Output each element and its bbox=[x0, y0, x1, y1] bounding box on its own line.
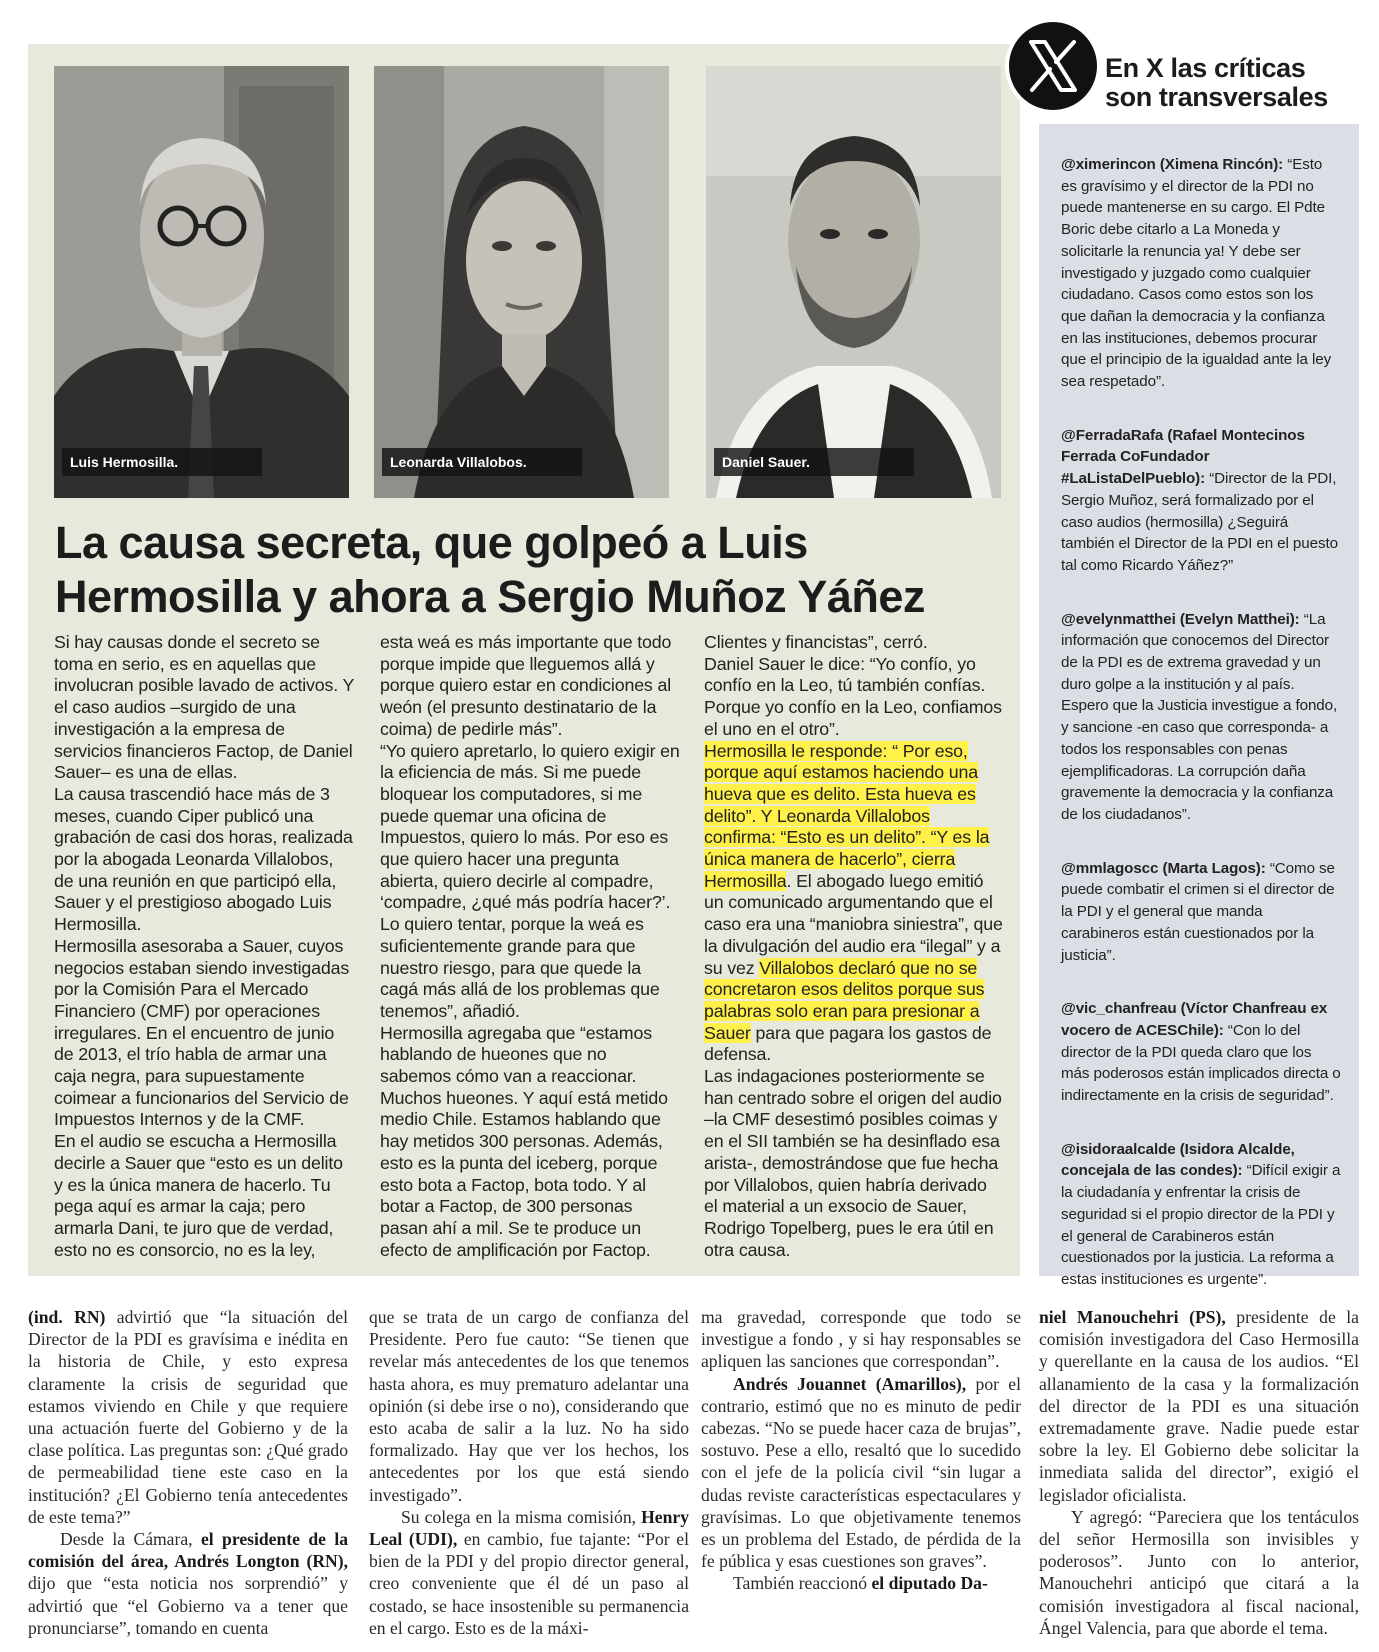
bold-name: niel Manouchehri (PS), bbox=[1039, 1307, 1226, 1327]
article-paragraph: Las indagaciones posteriormente se han centrado sobre el origen del audio –la CMF desestimó posibles coimas y en el SII también se ha desinflado esa arista-, demostrándose que fue hecha por Villalobos, quien habría derivado el material a un exsocio de Sauer, Rodrigo Topelberg, pues le era útil en otra causa. bbox=[704, 1066, 1002, 1260]
tweet-quote bbox=[1061, 609, 1341, 826]
photo-daniel-sauer bbox=[706, 66, 1001, 498]
news-paragraph bbox=[701, 1373, 1021, 1573]
news-paragraph: ma gravedad, corresponde que todo se investigue a fondo , y si hay responsables se apliquen las sanciones que correspondan”. bbox=[701, 1307, 1021, 1372]
photo-leonarda-villalobos bbox=[374, 66, 669, 498]
bold-name: el presidente de la comisión del área, Andrés Longton (RN), bbox=[28, 1529, 348, 1572]
news-paragraph: Y agregó: “Pareciera que los tentáculos del señor Hermosilla son invisibles y poderosos”. Junto con lo anterior, Manouchehri anticipó que citará a la comisión investigadora al fiscal nacional, Ángel Valencia, para que aborde el tema. bbox=[1039, 1506, 1359, 1638]
highlighted-quote: Hermosilla le responde: “ Por eso, porque aquí estamos haciendo una hueva que es delito. Esta hueva es delito”. Y Leonarda Villalobos confirma: “Esto es un delito”. “Y es la única manera de hacerlo”, cierra Hermosilla bbox=[704, 740, 990, 891]
article-paragraph: “Yo quiero apretarlo, lo quiero exigir en la eficiencia de más. Si me puede bloquear los computadores, si me puede quemar una oficina de Impuestos, quiero lo más. Por eso es que quiero hacer una pregunta abierta, quiero decirle al compadre, ‘compadre, ¿qué más podría hacer?’. Lo quiero tentar, porque la weá es suficientemente grande para que nuestro riesgo, para que quede la cagá más allá de los problemas que tenemos”, añadió. bbox=[380, 740, 680, 1021]
paragraph-text: . El abogado luego emitió un comunicado argumentando que el caso era una “maniobra siniestra”, que la divulgación del audio era “ilegal” y a su vez bbox=[704, 870, 1003, 978]
news-paragraph: que se trata de un cargo de confianza del Presidente. Pero fue cauto: “Se tienen que revelar más antecedentes de los que tenemos hasta ahora, es muy prematuro adelantar una opinión (si debe irse o no), considerando que esto acaba de salir a la luz. No ha sido formalizado. Hay que ver los hechos, los antecedentes por los que está siendo investigado”. bbox=[369, 1307, 689, 1505]
paragraph-text: dijo que “esta noticia nos sorprendió” y advirtió que “el Gobierno va a tener que pronunciarse”, tomando en cuenta bbox=[28, 1573, 348, 1638]
news-paragraph bbox=[369, 1506, 689, 1639]
paragraph-text: por el contrario, estimó que no es minuto de pedir cabezas. “No se puede hacer caza de brujas”, sostuvo. Pese a ello, resaltó que lo sucedido con el jefe de la policía civil “sin lugar a dudas reviste características espectaculares y gravísimas. Lo que objetivamente tenemos es un problema del Estado, de pérdida de la fe pública y esas cuestiones son graves”. bbox=[701, 1373, 1022, 1572]
bold-name: Henry Leal (UDI), bbox=[369, 1506, 689, 1550]
article-column-3 bbox=[704, 632, 1004, 1261]
tweet-handle: @ximerincon (Ximena Rincón): bbox=[1061, 156, 1284, 173]
tweet-text: “Con lo del director de la PDI queda claro que los más poderosos están implicados directa o indirectamente en la crisis de seguridad”. bbox=[1061, 1021, 1341, 1105]
bold-name: (ind. RN) bbox=[28, 1307, 106, 1327]
portrait-illustration bbox=[374, 66, 669, 498]
x-reactions-sidebar bbox=[1039, 44, 1359, 1288]
news-paragraph bbox=[1039, 1306, 1359, 1506]
article-paragraph: Hermosilla asesoraba a Sauer, cuyos negocios estaban siendo investigadas por la Comisión Para el Mercado Financiero (CMF) por operaciones irregulares. En el encuentro de junio de 2013, el trío habla de armar una caja negra, para supuestamente coimear a funcionarios del Servicio de Impuestos Internos y de la CMF. bbox=[54, 935, 350, 1130]
news-column-3 bbox=[701, 1306, 1021, 1595]
photo-caption: Leonarda Villalobos. bbox=[382, 448, 582, 476]
news-column-1 bbox=[28, 1306, 348, 1639]
photo-caption: Daniel Sauer. bbox=[714, 448, 914, 476]
article-paragraph: esta weá es más importante que todo porque impide que lleguemos allá y porque quiero estar en condiciones al weón (el presunto destinatario de la coima) de pedirle más”. bbox=[380, 632, 672, 739]
article-paragraph: La causa trascendió hace más de 3 meses, cuando Ciper publicó una grabación de casi dos horas, realizada por la abogada Leonarda Villalobos, de una reunión en que participó ella, Sauer y el prestigioso abogado Luis Hermosilla. bbox=[54, 783, 353, 935]
paragraph-text: en cambio, fue tajante: “Por el bien de la PDI y del propio director general, creo conveniente que él dé un paso al costado, se hace insostenible su permanencia en el cargo. Esto es de la máxi- bbox=[369, 1529, 689, 1638]
news-column-4 bbox=[1039, 1306, 1359, 1639]
news-column-2 bbox=[369, 1306, 689, 1639]
article-headline: La causa secreta, que golpeó a Luis Hermosilla y ahora a Sergio Muñoz Yáñez bbox=[55, 517, 925, 622]
paragraph-text: También reaccionó bbox=[733, 1573, 872, 1594]
tweet-handle: @FerradaRafa (Rafael Montecinos Ferrada CoFundador #LaListaDelPueblo): bbox=[1061, 426, 1305, 488]
highlighted-quote: Villalobos declaró que no se concretaron esos delitos porque sus palabras solo eran para presionar a Sauer bbox=[704, 957, 985, 1043]
paragraph-text: Desde la Cámara, bbox=[60, 1529, 201, 1550]
tweet-handle: @mmlagoscc (Marta Lagos): bbox=[1061, 859, 1266, 877]
x-logo-icon bbox=[1005, 18, 1101, 114]
tweet-quote bbox=[1061, 998, 1341, 1107]
article-paragraph: Clientes y financistas”, cerró. bbox=[704, 632, 928, 652]
tweet-text: “La información que conocemos del Director de la PDI es de extrema gravedad y un duro golpe a la institución y al país. Espero que la Justicia investigue a fondo, y sancione -en caso que corresponda- a todos los responsables con penas ejemplificadoras. La corrupción daña gravemente la democracia y la confianza de los ciudadanos”. bbox=[1061, 610, 1338, 823]
paragraph-text: presidente de la comisión investigadora del Caso Hermosilla y querellante en la causa de los audios. “El allanamiento de la casa y la formalización del director de la PDI es una situación extremadamente grave. Nadie puede estar sobre la ley. El Gobierno debe solicitar la inmediata salida del director”, exigió el legislador oficialista. bbox=[1039, 1307, 1359, 1505]
photo-luis-hermosilla bbox=[54, 66, 349, 498]
tweet-quote bbox=[1061, 858, 1341, 967]
portrait-illustration bbox=[54, 66, 349, 498]
tweet-quote bbox=[1061, 154, 1341, 393]
tweet-handle: @isidoraalcalde (Isidora Alcalde, concejala de las condes): bbox=[1061, 1140, 1295, 1180]
bold-name: Andrés Jouannet (Amarillos), bbox=[733, 1373, 967, 1394]
tweet-quote bbox=[1061, 425, 1341, 577]
tweet-list bbox=[1039, 124, 1359, 1288]
x-glyph bbox=[1025, 38, 1081, 94]
bold-name: el diputado Da- bbox=[871, 1573, 988, 1594]
photo-caption: Luis Hermosilla. bbox=[62, 448, 262, 476]
news-paragraph bbox=[28, 1306, 348, 1528]
tweet-text: “Esto es gravísimo y el director de la PDI no puede mantenerse en su cargo. El Pdte Boric debe citarlo a La Moneda y solicitarle la renuncia ya! Y debe ser investigado y juzgado como cualquier ciudadano. Casos como estos son los que dañan la democracia y la confianza en las instituciones, debemos procurar que el principio de la igualdad ante la ley sea respetado”. bbox=[1061, 156, 1332, 391]
article-paragraph bbox=[704, 741, 1004, 1067]
sidebar-header bbox=[1039, 44, 1359, 124]
tweet-handle: @evelynmatthei (Evelyn Matthei): bbox=[1061, 610, 1300, 628]
article-paragraph: Daniel Sauer le dice: “Yo confío, yo confío en la Leo, tú también confías. Porque yo confío en la Leo, confiamos el uno en el otro”. bbox=[704, 653, 1002, 739]
paragraph-text: advirtió que “la situación del Director de la PDI es gravísima e inédita en la historia de Chile, y esto expresa claramente la crisis de seguridad que estamos viviendo en Chile y que requiere una actuación fuerte del Gobierno y de la clase política. Las preguntas son: ¿Qué grado de permeabilidad tiene este caso en la institución? ¿El Gobierno tenía antecedentes de este tema?” bbox=[28, 1307, 349, 1527]
news-paragraph bbox=[28, 1528, 348, 1639]
article-paragraph: Hermosilla agregaba que “estamos hablando de hueones que no sabemos cómo van a reaccionar. Muchos hueones. Y aquí está metido medio Chile. Estamos hablando que hay metidos 300 personas. Además, esto es la punta del iceberg, porque esto bota a Factop, bota todo. Y al botar a Factop, de 300 personas pasan ahí a mil. Se te produce un efecto de amplificación por Factop. bbox=[380, 1022, 668, 1260]
article-column-2 bbox=[380, 632, 680, 1261]
paragraph-text: Su colega en la misma comisión, bbox=[401, 1506, 642, 1527]
paragraph-text: para que pagara los gastos de defensa. bbox=[704, 1022, 992, 1065]
tweet-text: “Director de la PDI, Sergio Muñoz, será formalizado por el caso audios (hermosilla) ¿Seguirá también el Director de la PDI en el puesto tal como Ricardo Yáñez?” bbox=[1061, 470, 1338, 574]
article-paragraph: En el audio se escucha a Hermosilla decirle a Sauer que “esto es un delito y es la única manera de hacerlo. Tu pega aquí es armar la caja; pero armarla Dani, te juro que de verdad, esto no es consorcio, no es la ley, bbox=[54, 1131, 343, 1260]
tweet-handle: @vic_chanfreau (Víctor Chanfreau ex vocero de ACESChile): bbox=[1061, 1000, 1328, 1039]
sidebar-title: En X las críticas son transversales bbox=[1105, 53, 1328, 112]
tweet-text: “Difícil exigir a la ciudadanía y enfrentar la crisis de seguridad si el propio director de la PDI y el general de Carabineros están cuestionados por la justicia. La reforma a estas instituciones es urgente”. bbox=[1061, 1162, 1341, 1288]
news-paragraph bbox=[701, 1572, 1021, 1594]
article-paragraph: Si hay causas donde el secreto se toma en serio, es en aquellas que involucran posible lavado de activos. Y el caso audios –surgido de una investigación a la empresa de servicios financieros Factop, de Daniel Sauer– es una de ellas. bbox=[54, 632, 354, 783]
tweet-text: “Como se puede combatir el crimen si el director de la PDI y el general que manda carabineros están cuestionados por la justicia”. bbox=[1061, 859, 1335, 964]
article-column-1 bbox=[54, 632, 354, 1261]
portrait-illustration bbox=[706, 66, 1001, 498]
feature-article bbox=[28, 44, 1020, 1276]
tweet-quote bbox=[1061, 1139, 1341, 1291]
